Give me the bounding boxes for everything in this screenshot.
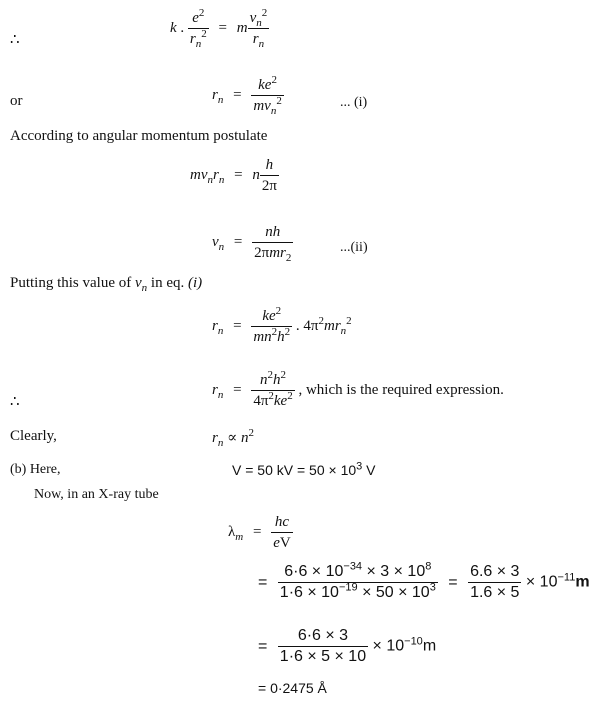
- equation-proportional: $r_n \propto n^2$: [212, 427, 254, 449]
- equation-rn-i: $r_n$ = $\frac{ke^2}{mv_n^2}$: [212, 74, 282, 117]
- therefore-symbol-1: ∴: [10, 32, 20, 48]
- equation-rn-substituted: $r_n$ = $\frac{ke^2}{mn^2h^2}$ . $4\pi^2mr_n^2$: [212, 305, 352, 345]
- equation-lambda-numeric: = $\frac{6\cdot 6 \times 10^{-34} \times 3 \times 10^8}{1\cdot 6 \times 10^{-19} \times 50 \times 10^3}$ = $\frac{6.6 \times 3}{1.6 \times 5}$ × $10^{-11}m$: [258, 560, 590, 601]
- or-label: or: [10, 93, 23, 109]
- putting-value-text: Putting this value of $v_n$ in eq. (i): [10, 275, 203, 294]
- equation-coulomb-centripetal: k . $\frac{e^2}{r_n^2}$ = m $\frac{v_n^2}{r_n}$: [170, 7, 268, 50]
- voltage-value: V = 50 kV = $50 \times 10^3$ V: [232, 460, 376, 478]
- equation-tag-ii: ...(ii): [340, 240, 368, 255]
- equation-lambda-min: $\lambda_m$ = $\frac{hc}{eV}$: [228, 514, 291, 551]
- therefore-symbol-2: ∴: [10, 394, 20, 410]
- part-b-label: (b) Here,: [10, 462, 61, 477]
- equation-angular-momentum: $mv_nr_n = n$ $\frac{h}{2\pi}$: [190, 157, 277, 194]
- clearly-label: Clearly,: [10, 428, 57, 444]
- angular-momentum-text: According to angular momentum postulate: [10, 128, 268, 144]
- equation-vn-ii: $v_n$ = $\frac{nh}{2\pi mr_2}$: [212, 224, 292, 264]
- equation-lambda-simplified: = $\frac{6\cdot 6 \times 3}{1\cdot 6 \times 5 \times 10}$ × $10^{-10}m$: [258, 627, 437, 665]
- lambda-result: = 0·2475 Å: [258, 680, 327, 696]
- equation-rn-final: $r_n$ = $\frac{n^2h^2}{4\pi^2ke^2}$ , which is the required expression.: [212, 369, 504, 409]
- equation-tag-i: ... (i): [340, 95, 368, 110]
- xray-tube-text: Now, in an X-ray tube: [34, 487, 159, 502]
